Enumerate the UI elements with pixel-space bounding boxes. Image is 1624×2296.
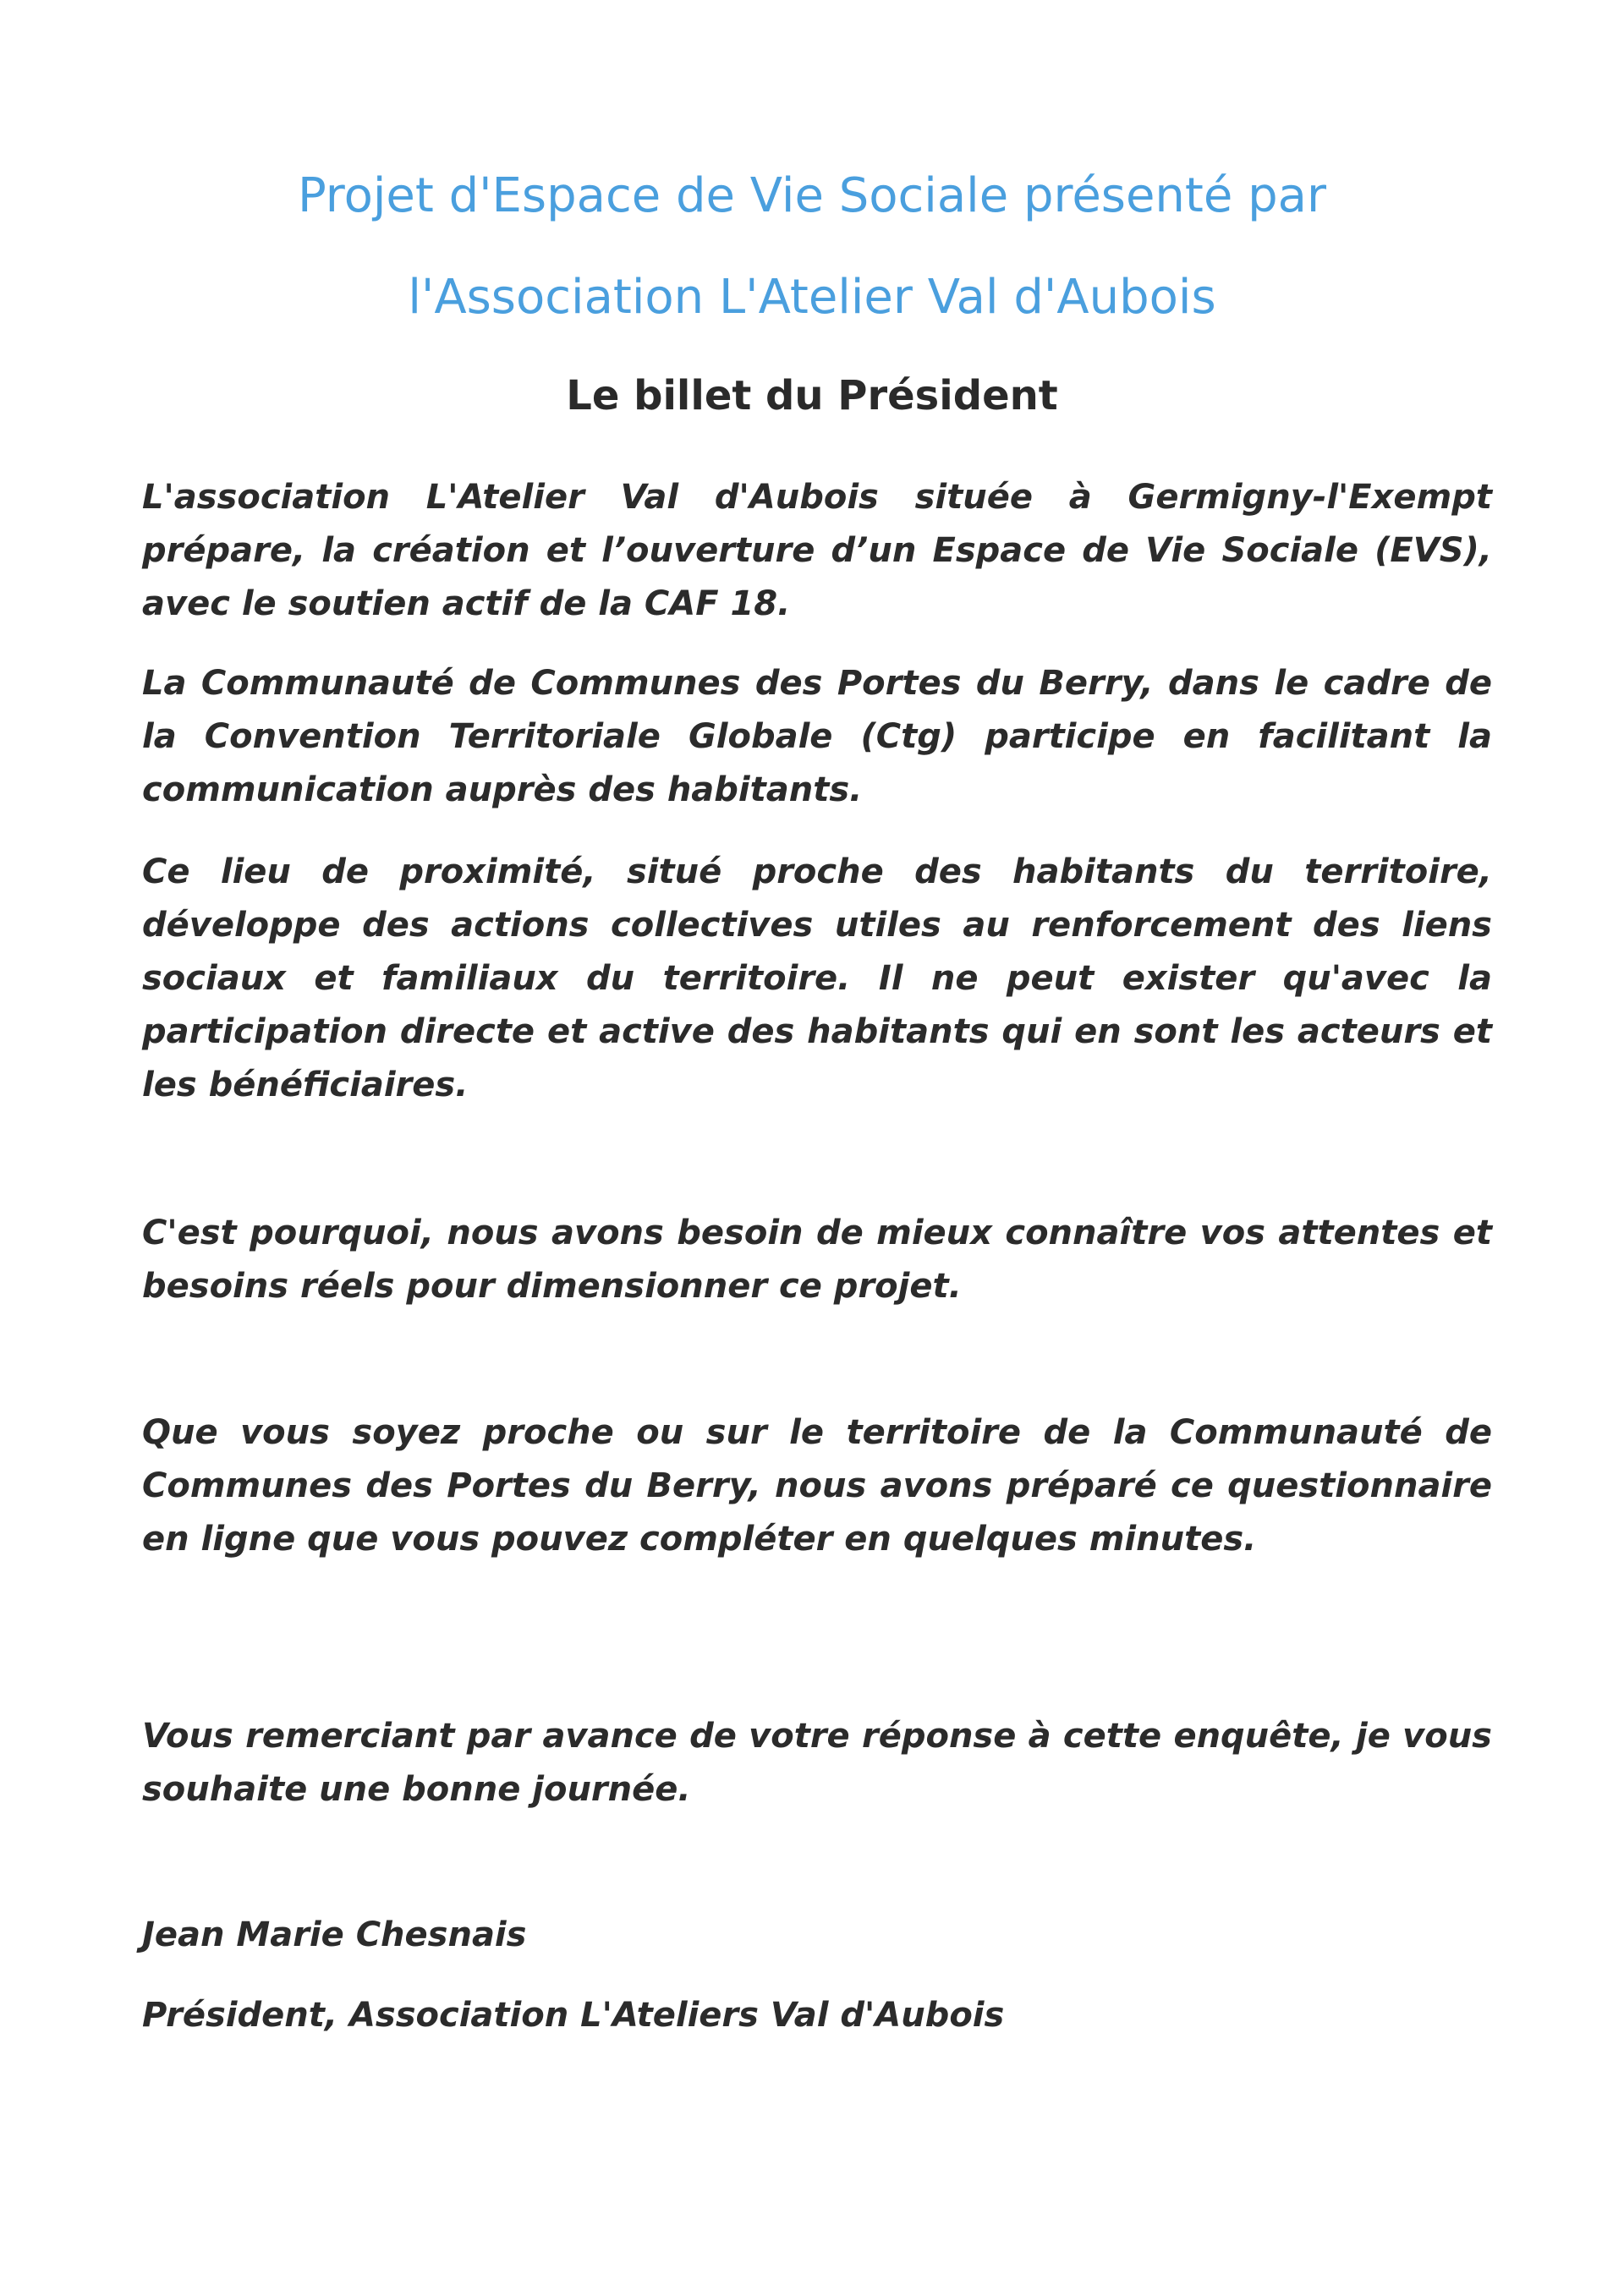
paragraph-questionnaire: Que vous soyez proche ou sur le territoire de la Communauté de Communes des Portes du Berry, nous avons préparé ce questionnaire en ligne que vous pouvez compléter en quelques minutes. xyxy=(142,1413,1492,1559)
paragraph-lieu: Ce lieu de proximité, situé proche des habitants du territoire, développe des actions collectives utiles au renforcement des liens sociaux et familiaux du territoire. Il ne peut exister qu'avec la participation directe et active des habitants qui en sont les acteurs et les bénéficiaires. xyxy=(142,852,1492,1104)
document-title-line-2: l'Association L'Atelier Val d'Aubois xyxy=(408,270,1216,325)
paragraph-communaute: La Communauté de Communes des Portes du Berry, dans le cadre de la Convention Territoriale Globale (Ctg) participe en facilitant la communication auprès des habitants. xyxy=(142,664,1492,809)
paragraph-besoins: C'est pourquoi, nous avons besoin de mieux connaître vos attentes et besoins réels pour dimensionner ce projet. xyxy=(142,1214,1492,1306)
signature-name: Jean Marie Chesnais xyxy=(142,1915,527,1954)
document-subtitle: Le billet du Président xyxy=(566,372,1058,419)
paragraph-intro: L'association L'Atelier Val d'Aubois située à Germigny-l'Exempt prépare, la création et l’ouverture d’un Espace de Vie Sociale (EVS), avec le soutien actif de la CAF 18. xyxy=(142,478,1492,623)
signature-title: Président, Association L'Ateliers Val d'Aubois xyxy=(142,1996,1005,2035)
paragraph-remerciement: Vous remerciant par avance de votre réponse à cette enquête, je vous souhaite une bonne journée. xyxy=(142,1717,1492,1809)
document-title-line-1: Projet d'Espace de Vie Sociale présenté par xyxy=(297,168,1326,223)
document-title xyxy=(0,145,1624,348)
